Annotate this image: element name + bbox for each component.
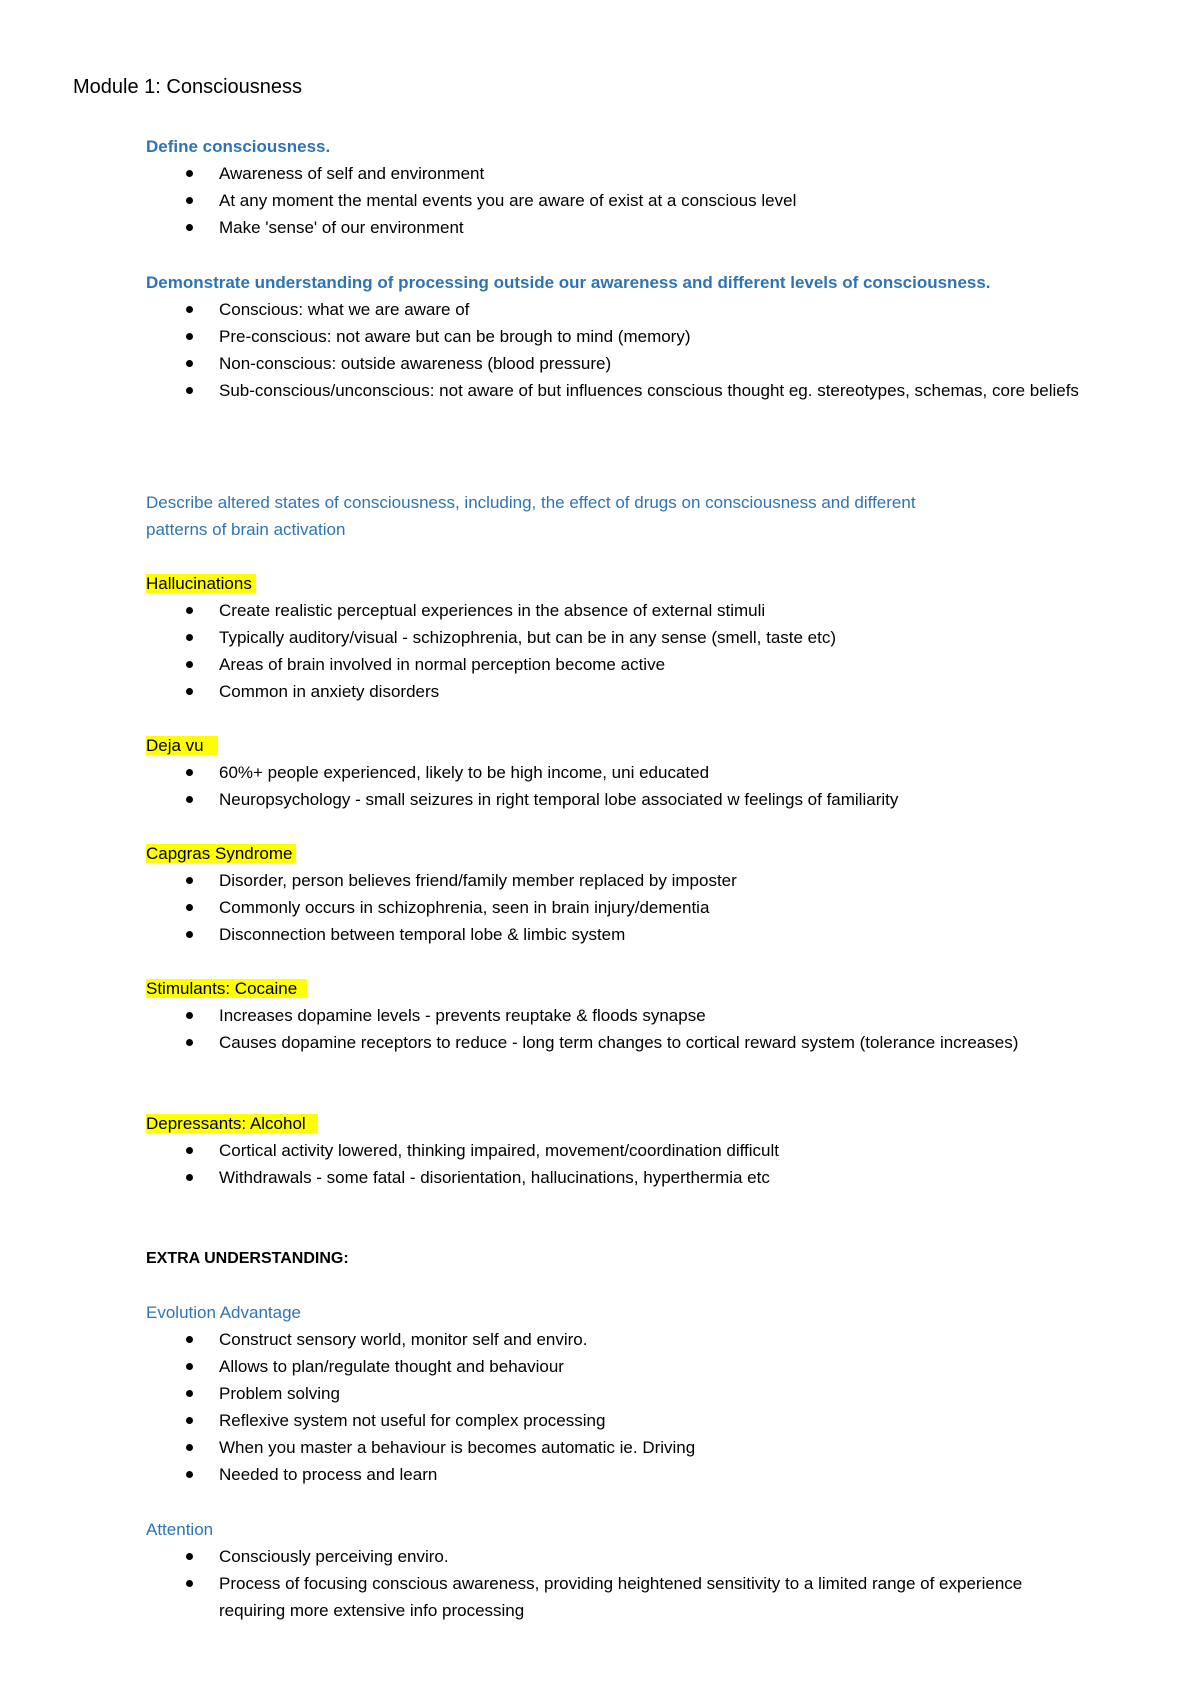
page-title: Module 1: Consciousness — [73, 76, 303, 98]
bullet-list-deja-vu — [0, 759, 1100, 813]
highlight-heading-deja-vu — [146, 732, 218, 759]
highlighted-text: Capgras Syndrome — [146, 844, 296, 863]
highlight-heading-capgras — [146, 840, 296, 867]
list-item: Conscious: what we are aware of — [0, 296, 1080, 323]
list-item: Pre-conscious: not aware but can be brough to mind (memory) — [0, 323, 1080, 350]
list-item: Disorder, person believes friend/family member replaced by imposter — [0, 867, 1100, 894]
highlighted-text: Hallucinations — [146, 574, 256, 593]
highlight-heading-stimulants — [146, 975, 307, 1002]
bullet-list-depressants — [0, 1137, 1100, 1191]
list-item: Neuropsychology - small seizures in right temporal lobe associated w feelings of familiarity — [0, 786, 1100, 813]
list-item: Allows to plan/regulate thought and behaviour — [0, 1353, 1100, 1380]
list-item: Areas of brain involved in normal perception become active — [0, 651, 1100, 678]
heading-altered-states-line2: patterns of brain activation — [146, 520, 346, 539]
highlighted-text: Stimulants: Cocaine — [146, 979, 307, 998]
list-item: Causes dopamine receptors to reduce - long term changes to cortical reward system (tolerance increases) — [0, 1029, 1090, 1056]
list-item: Increases dopamine levels - prevents reuptake & floods synapse — [0, 1002, 1090, 1029]
heading-altered-states-line1: Describe altered states of consciousness, including, the effect of drugs on consciousness and different — [146, 493, 916, 512]
list-item: Cortical activity lowered, thinking impaired, movement/coordination difficult — [0, 1137, 1100, 1164]
list-item: Process of focusing conscious awareness, providing heightened sensitivity to a limited range of experience requiring more extensive info processing — [0, 1570, 1085, 1624]
bullet-list-stimulants — [0, 1002, 1090, 1056]
highlighted-text: Deja vu — [146, 736, 218, 755]
list-item: Needed to process and learn — [0, 1461, 1100, 1488]
list-item: Construct sensory world, monitor self and enviro. — [0, 1326, 1100, 1353]
list-item: Non-conscious: outside awareness (blood pressure) — [0, 350, 1080, 377]
highlight-heading-depressants — [146, 1110, 318, 1137]
list-item: Consciously perceiving enviro. — [0, 1543, 1085, 1570]
list-item: Make 'sense' of our environment — [0, 214, 1100, 241]
list-item: Sub-conscious/unconscious: not aware of but influences conscious thought eg. stereotypes, schemas, core beliefs — [0, 377, 1080, 404]
bullet-list-capgras — [0, 867, 1100, 948]
list-item: Commonly occurs in schizophrenia, seen in brain injury/dementia — [0, 894, 1100, 921]
heading-attention: Attention — [146, 1520, 214, 1539]
bullet-list-hallucinations — [0, 597, 1100, 705]
list-item: Reflexive system not useful for complex processing — [0, 1407, 1100, 1434]
highlight-heading-hallucinations — [146, 570, 256, 597]
extra-understanding-heading: EXTRA UNDERSTANDING: — [146, 1250, 349, 1267]
list-item: Problem solving — [0, 1380, 1100, 1407]
bullet-list-levels — [0, 296, 1080, 404]
highlighted-text: Depressants: Alcohol — [146, 1114, 318, 1133]
heading-define-consciousness: Define consciousness. — [146, 137, 331, 156]
heading-levels-of-consciousness: Demonstrate understanding of processing outside our awareness and different levels of consciousness. — [146, 273, 991, 292]
list-item: Create realistic perceptual experiences in the absence of external stimuli — [0, 597, 1100, 624]
bullet-list-attention — [0, 1543, 1085, 1624]
list-item: 60%+ people experienced, likely to be high income, uni educated — [0, 759, 1100, 786]
list-item: At any moment the mental events you are aware of exist at a conscious level — [0, 187, 1100, 214]
list-item: Typically auditory/visual - schizophrenia, but can be in any sense (smell, taste etc) — [0, 624, 1100, 651]
list-item: When you master a behaviour is becomes automatic ie. Driving — [0, 1434, 1100, 1461]
heading-evolution-advantage: Evolution Advantage — [146, 1303, 302, 1322]
bullet-list-evolution — [0, 1326, 1100, 1488]
list-item: Common in anxiety disorders — [0, 678, 1100, 705]
bullet-list-define — [0, 160, 1100, 241]
list-item: Disconnection between temporal lobe & limbic system — [0, 921, 1100, 948]
list-item: Awareness of self and environment — [0, 160, 1100, 187]
list-item: Withdrawals - some fatal - disorientation, hallucinations, hyperthermia etc — [0, 1164, 1100, 1191]
